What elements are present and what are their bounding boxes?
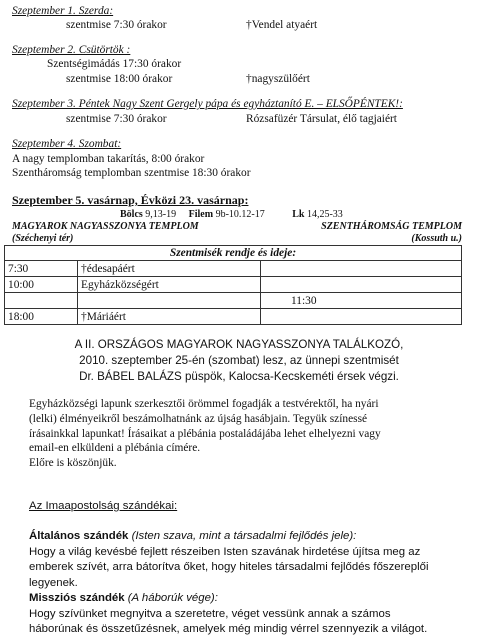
general-label: Általános szándék [29,530,129,542]
intention-line: emberek szívét, arra bátorítva őket, hogy hiteles társadalmi fejlődés főszereplői [29,561,429,573]
time-cell [5,293,78,309]
church-left-location: (Széchenyi tér) [12,233,74,244]
intention-line: háborúnak és összetűzésnek, amelyek még mindig vérrel szennyezik a világot. [29,623,428,635]
mass-schedule-table [4,245,462,325]
reading-ref: 9b-10.12-17 [215,209,265,220]
general-intention [29,529,429,638]
intention-cell [78,293,261,309]
day-heading-sept2: Szeptember 2. Csütörtök : [12,44,131,56]
time-cell: 18:00 [5,309,78,325]
right-cell [261,277,462,293]
day-heading-sept1: Szeptember 1. Szerda: [12,5,114,17]
paragraph-line: email-en elküldeni a plébánia címére. [29,442,201,455]
table-row [5,277,462,293]
right-cell [261,261,462,277]
announcement-line: Dr. BÁBEL BALÁZS püspök, Kalocsa-Kecskeméti érsek végzi. [79,370,399,383]
mass-time: szentmise 7:30 órakor [66,113,167,125]
day-heading-sept3: Szeptember 3. Péntek Nagy Szent Gergely pápa és egyháztanító E. – ELSŐPÉNTEK!: [12,98,403,110]
table-row [5,261,462,277]
right-cell: 11:30 [261,293,462,309]
church-right-location: (Kossuth u.) [411,233,462,244]
time-cell: 10:00 [5,277,78,293]
readings [120,209,343,220]
intention-line: legyenek. [29,576,78,589]
intention-cell: †édesapáért [78,261,261,277]
right-cell [261,309,462,325]
table-row [5,293,462,309]
intention-cell: †Máriáért [78,309,261,325]
mass-time: szentmise 7:30 órakor [66,19,167,31]
time-cell: 7:30 [5,261,78,277]
intention-line: Hogy a világ kevésbé fejlett részeiben Isten szavának hirdetése újítsa meg az [29,545,421,558]
mass-intention: Rózsafüzér Társulat, élő tagjaiért [246,113,397,125]
reading-book: Lk [292,209,305,220]
newsletter-paragraph [29,397,381,471]
table-title: Szentmisék rendje és ideje: [5,246,462,261]
table-title-row [5,246,462,261]
mass-intention: †nagyszülőért [246,73,310,85]
intention-line: Hogy szívünket megnyitva a szeretetre, véget vessünk annak a számos [29,607,391,620]
reading-book: Filem [188,209,214,220]
intention-cell: Egyházközségért [78,277,261,293]
prayer-heading: Az Imaapostolság szándékai: [29,500,178,512]
announcement-line: A II. ORSZÁGOS MAGYAROK NAGYASSZONYA TALÁLKOZÓ, [74,338,404,351]
church-left-name: MAGYAROK NAGYASSZONYA TEMPLOM [12,221,199,232]
meeting-announcement [0,337,478,385]
thanks-line: Előre is köszönjük. [29,457,117,470]
table-row [5,309,462,325]
reading-ref: 9,13-19 [145,209,177,220]
paragraph-line: írásainkkal lapunkat! Írásaikat a plébánia postaládájába lehet elhelyezni vagy [29,427,381,440]
reading-ref: 14,25-33 [306,209,343,220]
adoration-time: Szentségimádás 17:30 órakor [47,58,182,70]
day-heading-sept4: Szeptember 4. Szombat: [12,138,122,150]
church-right-name: SZENTHÁROMSÁG TEMPLOM [321,221,462,232]
trinity-mass-notice: Szentháromság templomban szentmise 18:30 órakor [12,167,251,179]
mass-time: szentmise 18:00 órakor [66,73,173,85]
paragraph-line: (lelki) élményeikről beszámolhatnánk az újság hasábjain. Tegyük színessé [29,412,368,425]
announcement-line: 2010. szeptember 25-én (szombat) lesz, az ünnepi szentmisét [79,354,399,367]
mass-intention: †Vendel atyaért [246,19,318,31]
cleaning-notice: A nagy templomban takarítás, 8:00 órakor [12,153,205,165]
mission-theme: (A háborúk vége): [127,592,218,604]
general-theme: (Isten szava, mint a társadalmi fejlődés jele): [131,530,357,542]
reading-book: Bölcs [120,209,143,220]
mission-label: Missziós szándék [29,592,125,604]
sunday-heading: Szeptember 5. vasárnap, Évközi 23. vasárnap: [12,193,249,207]
paragraph-line: Egyházközségi lapunk szerkesztői örömmel fogadják a testvérektől, ha nyári [29,398,379,410]
